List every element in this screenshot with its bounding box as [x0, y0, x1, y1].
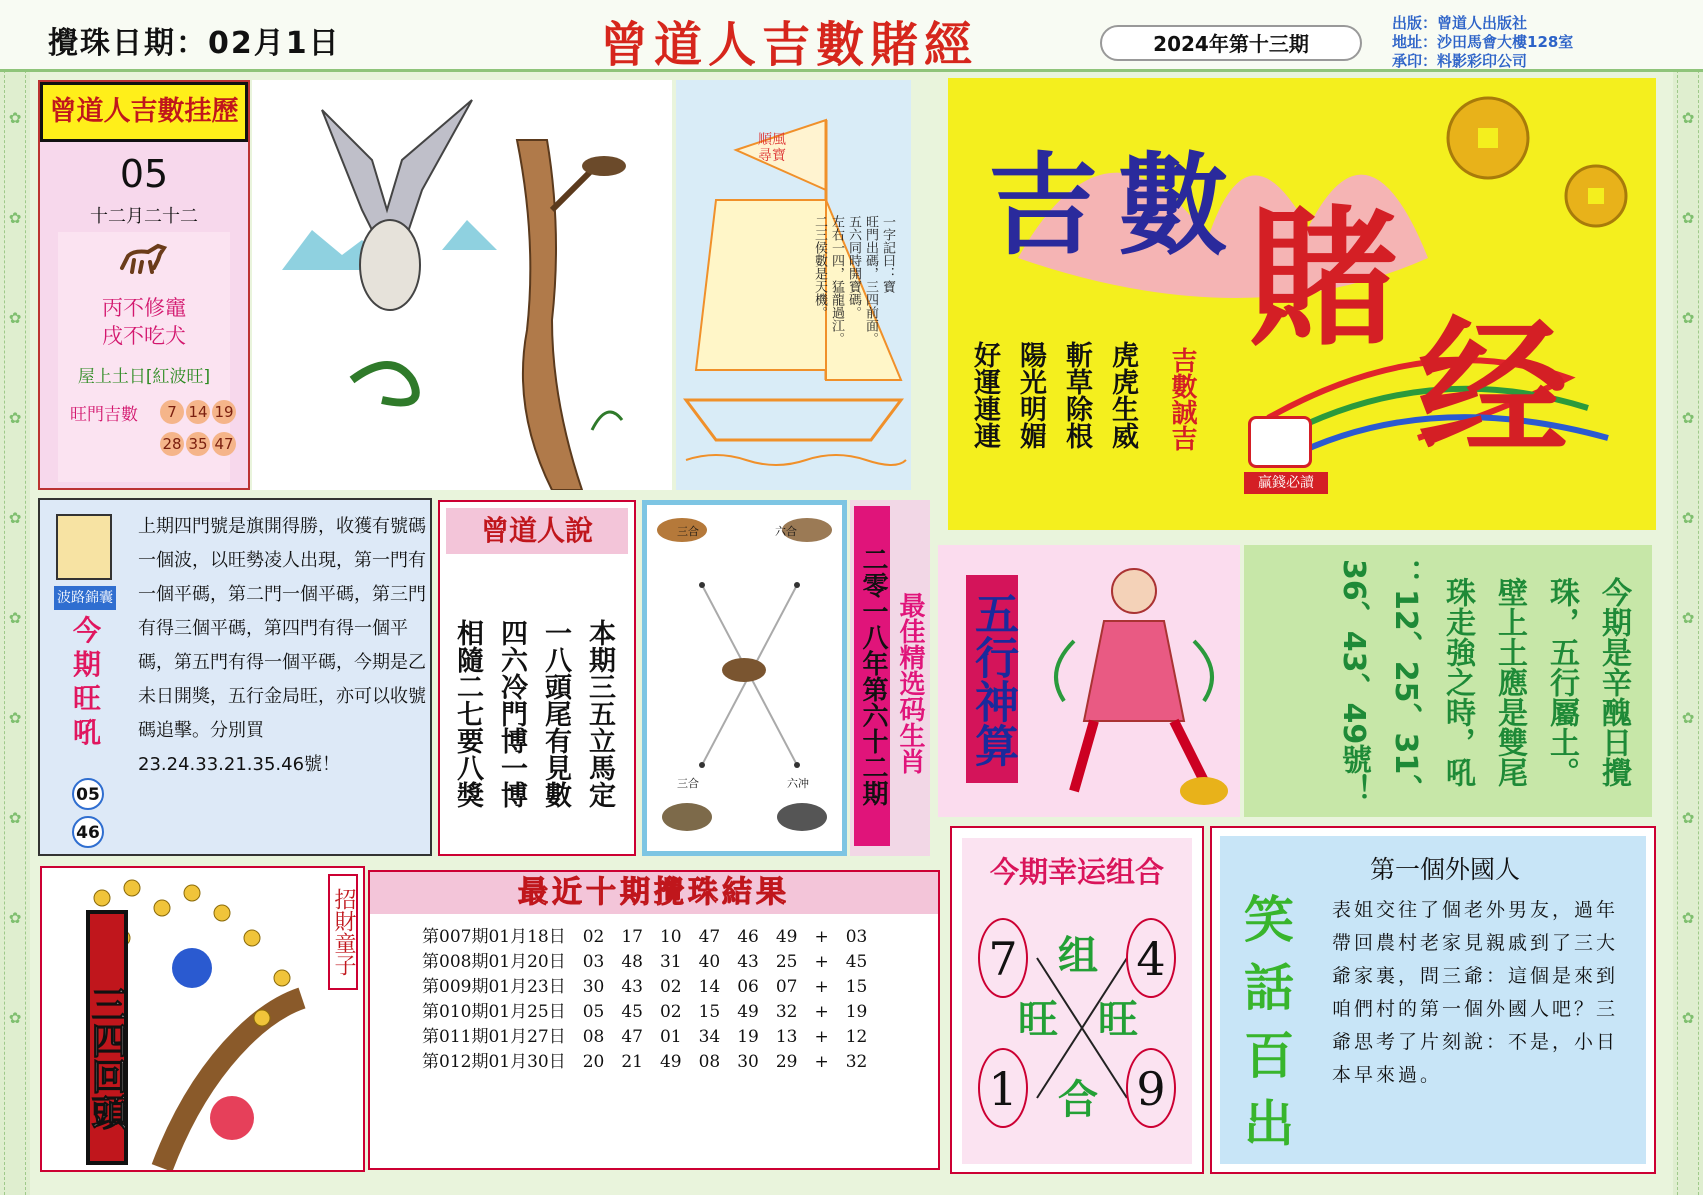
almanac-panel [38, 80, 250, 490]
today-roar-panel [38, 498, 432, 856]
combo-number: 1 [978, 1048, 1028, 1128]
roar-text: 上期四門號是旗開得勝，收獲有號碼一個波，以旺勢凌人出現，第一門有一個平碼，第二門一個平碼，第三門有得三個平碼，第四門有得一個平碼，第五門有得一個平碼，今期是乙未日開獎，五行金局旺，亦可以收號碼追擊。分別買23.24.33.21.35.46號！ [138, 516, 426, 775]
five-elements-title-text: 五行神算 [967, 591, 1018, 767]
blessing-column: 好運連連 [969, 341, 1000, 449]
tsang-says-panel [438, 500, 636, 856]
almanac-lunar-date: 十二月二十二 [90, 206, 198, 227]
draw-date: 攪珠日期：02月1日 [48, 26, 341, 61]
blessing-column: 虎虎生威 [1107, 341, 1138, 449]
results-row: 第009期01月23日 30 43 02 14 06 07 + 15 [422, 977, 868, 997]
results-title: 最近十期攪珠結果 [370, 872, 938, 914]
zodiac-relation-panel [642, 500, 847, 856]
publisher-info [1392, 14, 1573, 71]
header-bar [0, 0, 1703, 72]
eagle-illustration [252, 80, 672, 490]
relation-label: 六合 [775, 525, 797, 538]
verse-line: 五六同時開寶碼。 [846, 215, 861, 319]
lucky-number: 19 [212, 400, 236, 424]
fortune-boy-label: 招財童子 [328, 874, 358, 990]
combo-char: 组 [1058, 933, 1098, 979]
five-elements-column: 珠走強之時，吼 [1440, 577, 1475, 787]
says-column: 一八頭尾有見數 [540, 618, 571, 808]
combo-char: 合 [1058, 1077, 1098, 1123]
lucky-number: 7 [160, 400, 184, 424]
says-column: 本期三五立馬定 [584, 618, 615, 808]
says-column: 相隨二七要八獎 [452, 618, 483, 808]
lucky-number: 47 [212, 432, 236, 456]
says-title: 曾道人說 [446, 508, 628, 554]
taboo-line-2: 戌不吃犬 [102, 324, 186, 348]
horse-icon [114, 238, 174, 278]
almanac-star: 屋上土日[紅波旺] [77, 367, 211, 387]
issue-number: 2024年第十三期 [1100, 25, 1362, 61]
almanac-title: 曾道人吉數挂歷 [40, 82, 248, 142]
results-row: 第007期01月18日 02 17 10 47 46 49 + 03 [422, 927, 868, 947]
relation-label: 三合 [677, 525, 699, 538]
verse-line: 一字記曰：寶 [880, 215, 895, 293]
lucky-combo-body [962, 838, 1192, 1164]
poster-char-4: 经 [1418, 301, 1569, 477]
almanac-body [58, 232, 234, 482]
almanac-day: 05 [119, 152, 169, 196]
boat-verse-panel [676, 80, 911, 490]
joke-title: 第一個外國人 [1370, 855, 1521, 884]
toad-icon [1180, 777, 1228, 805]
results-row: 第008期01月20日 03 48 31 40 43 25 + 45 [422, 952, 868, 972]
blessing-column: 斬草除根 [1061, 341, 1092, 449]
zodiac-relation-diagram [647, 505, 842, 851]
best-zodiac-panel [850, 500, 930, 856]
boat-verse [706, 215, 896, 365]
lucky-numbers-label: 旺門吉數 [70, 405, 138, 425]
relation-label: 三合 [677, 777, 699, 790]
eagle-tree-illustration [252, 80, 672, 490]
lucky-combo-panel [950, 826, 1204, 1174]
five-elements-column: 珠，五行屬土。 [1544, 577, 1579, 787]
verse-line: 旺門出碼，三四前面。 [863, 215, 878, 345]
roar-ball: 05 [72, 778, 104, 810]
poster-char-2: 數 [1118, 141, 1228, 270]
combo-number: 4 [1126, 918, 1176, 998]
draw-results-panel [368, 870, 940, 1170]
combo-char: 旺 [1018, 997, 1058, 1043]
five-elements-column: 36、43、49號！ [1336, 559, 1371, 805]
five-elements-text-panel [1244, 545, 1652, 817]
joke-panel [1210, 826, 1656, 1174]
lucky-combo-title: 今期幸运组合 [989, 855, 1164, 889]
verse-line: 左右一四，猛龍過江。 [829, 215, 844, 345]
best-zodiac-issue: 二零一八年第六十二期 [854, 506, 890, 846]
address-line: 地址：沙田馬會大樓128室 [1392, 33, 1574, 51]
five-elements-title [966, 575, 1018, 783]
dog-icon [662, 803, 712, 831]
page-title: 曾道人吉數賭經 [600, 17, 979, 73]
poster-red-column: 吉數誠吉 [1167, 347, 1197, 451]
five-elements-column: 壁上土應是雙尾 [1492, 577, 1527, 787]
results-row: 第012期01月30日 20 21 49 08 30 29 + 32 [422, 1052, 868, 1072]
best-zodiac-label: 最佳精选码生肖 [895, 592, 925, 774]
combo-number: 7 [978, 918, 1028, 998]
five-elements-panel [938, 545, 1240, 817]
says-column: 四六冷門博一博 [496, 618, 527, 808]
poster-char-1: 吉 [988, 141, 1098, 270]
poster-badge: 贏錢必讀 [1244, 472, 1328, 494]
fortune-banner: 三四回頭 [86, 910, 128, 1165]
lucky-poster [948, 78, 1656, 530]
relation-label: 六冲 [787, 777, 809, 790]
results-row: 第011期01月27日 08 47 01 34 19 13 + 12 [422, 1027, 868, 1047]
poster-char-3: 賭 [1248, 191, 1399, 367]
lucky-number: 14 [186, 400, 210, 424]
results-row: 第010期01月25日 05 45 02 15 49 32 + 19 [422, 1002, 868, 1022]
horse-icon [722, 658, 766, 682]
taboo-line-1: 丙不修竈 [102, 296, 186, 320]
verse-line: 二三侯數是天機。 [812, 215, 827, 319]
publisher-line: 出版：曾道人出版社 [1392, 14, 1528, 32]
rat-icon [777, 803, 827, 831]
blessing-column: 陽光明媚 [1015, 341, 1046, 449]
joke-body [1220, 836, 1646, 1164]
boat-flag-text: 順風尋寶 [758, 132, 786, 164]
lucky-number: 35 [186, 432, 210, 456]
combo-number: 9 [1126, 1048, 1176, 1128]
roar-ball: 46 [72, 816, 104, 848]
joke-text: 表姐交往了個老外男友，過年帶回農村老家見親戚到了三大爺家裏，問三爺：這個是來到咱們村的第一個外國人吧？三爺思考了片刻說：不是，小日本早來過。 [1332, 899, 1619, 1086]
joke-label: 笑話百出 [1244, 890, 1294, 1153]
deity-illustration [1034, 551, 1234, 811]
left-border-strip: ✿ ✿ ✿ ✿ ✿ ✿ ✿ ✿ ✿ ✿ [0, 70, 30, 1195]
hand-icon [56, 514, 112, 580]
combo-char: 旺 [1098, 997, 1138, 1043]
right-border-strip: ✿ ✿ ✿ ✿ ✿ ✿ ✿ ✿ ✿ ✿ [1673, 70, 1703, 1195]
fortune-boy-panel [40, 866, 365, 1172]
roar-title: 今期旺吼 [72, 614, 101, 749]
lucky-number: 28 [160, 432, 184, 456]
five-elements-column: 今期是辛醜日攪 [1596, 577, 1631, 787]
fist-money-icon [1248, 416, 1312, 468]
five-elements-column: ：12、25、31、 [1388, 559, 1423, 805]
printer-line: 承印：料影彩印公司 [1392, 52, 1528, 70]
roar-badge: 波路錦囊 [54, 586, 116, 610]
